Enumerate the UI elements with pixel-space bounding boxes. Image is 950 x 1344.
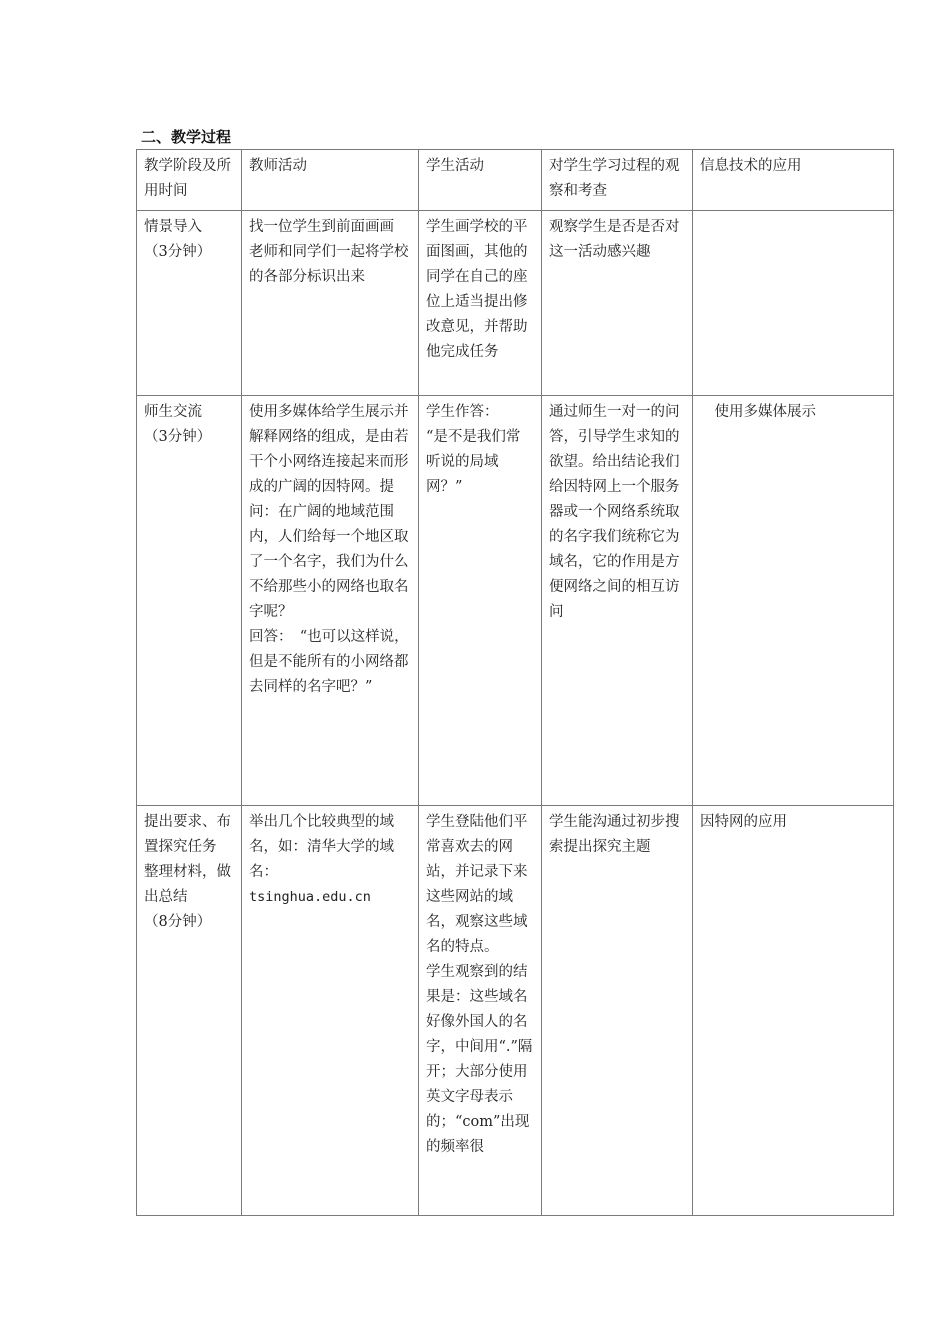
header-observation [542,150,693,211]
header-student-activity [419,150,542,211]
cell-text: 使用多媒体给学生展示并解释网络的组成，是由若干个小网络连接起来而形成的广阔的因特网。提问：在广阔的地域范围内，人们给每一个地区取了一个名字，我们为什么不给那些小的网络也取名字呢？ [249,404,409,620]
header-it-application [693,150,894,211]
student-cell [419,211,542,396]
table-row [137,211,894,396]
cell-text: 学生能沟通过初步搜索提出探究主题 [549,814,680,855]
cell-text: 对学生学习过程的观察和考查 [549,158,680,199]
cell-text: 学生观察到的结果是：这些域名好像外国人的名字，中间用“.”隔开；大部分使用英文字母表示的；“com”出现的频率很 [426,964,533,1155]
student-cell [419,396,542,806]
stage-cell [137,211,242,396]
section-heading: 二、教学过程 [141,128,232,146]
cell-text: （8分钟） [144,914,212,930]
cell-text: 提出要求、布置探究任务 [144,814,231,855]
table-header-row [137,150,894,211]
cell-text: 信息技术的应用 [700,158,802,174]
cell-text: 因特网的应用 [700,814,787,830]
observation-cell [542,211,693,396]
teacher-cell [242,211,419,396]
cell-text: 学生作答： [426,404,499,420]
it-cell [693,211,894,396]
stage-cell [137,806,242,1216]
cell-text: （3分钟） [144,244,212,260]
header-teacher-activity [242,150,419,211]
cell-text: 学生画学校的平面图画，其他的同学在自己的座位上适当提出修改意见，并帮助他完成任务 [426,219,528,360]
cell-text: 学生登陆他们平常喜欢去的网站，并记录下来这些网站的域名，观察这些域名的特点。 [426,814,528,955]
student-cell [419,806,542,1216]
it-cell [693,806,894,1216]
cell-text: 情景导入 [144,219,202,235]
domain-example: tsinghua.edu.cn [249,889,371,905]
cell-text: 回答： “也可以这样说，但是不能所有的小网络都去同样的名字吧？” [249,629,409,695]
observation-cell [542,806,693,1216]
cell-text: 老师和同学们一起将学校的各部分标识出来 [249,244,409,285]
table-row [137,806,894,1216]
cell-text: 教师活动 [249,158,307,174]
it-cell [693,396,894,806]
teaching-process-table [136,149,894,1216]
cell-text: 师生交流 [144,404,202,420]
cell-text: 举出几个比较典型的域名，如：清华大学的域名： [249,814,394,880]
observation-cell [542,396,693,806]
table-row [137,396,894,806]
header-stage-time [137,150,242,211]
stage-cell [137,396,242,806]
cell-text: “是不是我们常听说的局域网？” [426,429,521,495]
teacher-cell [242,396,419,806]
teacher-cell [242,806,419,1216]
cell-text: 整理材料，做出总结 [144,864,231,905]
cell-text: 通过师生一对一的问答，引导学生求知的欲望。给出结论我们给因特网上一个服务器或一个网络系统取的名字我们统称它为域名，它的作用是方便网络之间的相互访问 [549,404,680,620]
cell-text: 学生活动 [426,158,484,174]
cell-text: 教学阶段及所用时间 [144,158,231,199]
cell-text: 使用多媒体展示 [700,404,816,420]
cell-text: （3分钟） [144,429,212,445]
cell-text: 找一位学生到前面画画 [249,219,394,235]
cell-text: 观察学生是否是否对这一活动感兴趣 [549,219,680,260]
